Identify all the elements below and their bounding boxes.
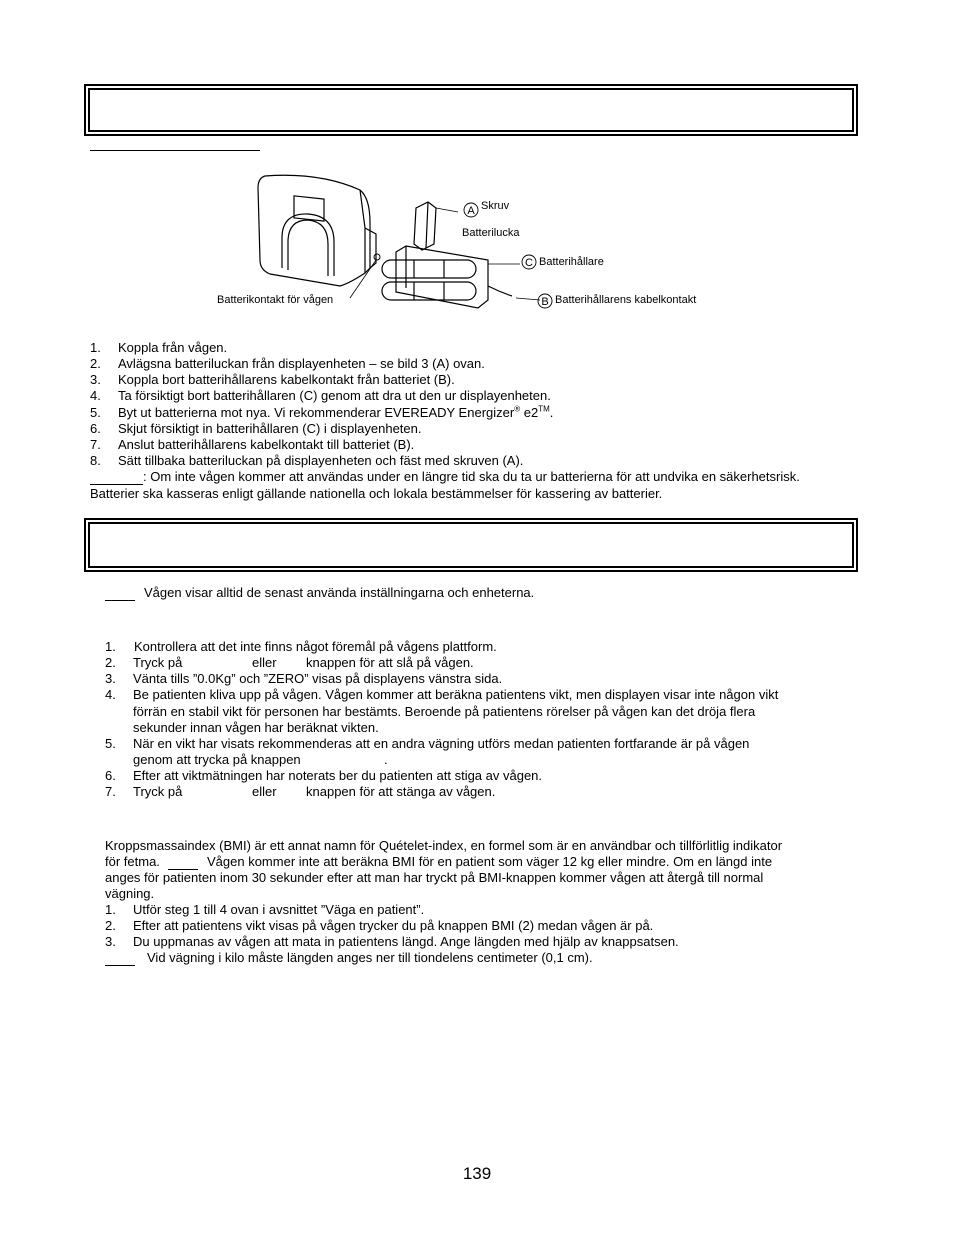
list-item: När en vikt har visats rekommenderas att en andra vägning utförs medan patienten fortfarande är på vågen — [133, 736, 750, 751]
list-number: 2. — [90, 356, 101, 371]
label-holder-cable-contact: Batterihållarens kabelkontakt — [555, 294, 697, 306]
note-label-underline — [105, 600, 135, 601]
list-item: Efter att viktmätningen har noterats ber du patienten att stiga av vågen. — [133, 768, 543, 783]
list-number: 7. — [90, 437, 101, 452]
list-item: förrän en stabil vikt för personen har bestämts. Beroende på patientens rörelser på vågen kan det dröja flera — [133, 704, 756, 719]
list-number: 5. — [105, 736, 116, 751]
section-header-box-battery — [88, 88, 854, 132]
list-item: Efter att patientens vikt visas på vågen trycker du på knappen BMI (2) medan vågen är på. — [133, 918, 654, 933]
bmi-paragraph-line2b: Vågen kommer inte att beräkna BMI för en patient som väger 12 kg eller mindre. Om en längd inte — [207, 854, 773, 869]
section-header-box-usage — [88, 522, 854, 568]
label-scale-battery-contact: Batterikontakt för vågen — [217, 294, 334, 306]
page-number: 139 — [462, 1164, 492, 1183]
list-number: 3. — [105, 671, 116, 686]
list-number: 1. — [105, 902, 116, 917]
battery-replacement-figure — [200, 168, 740, 318]
callout-letter-b: B — [541, 296, 549, 308]
battery-holder-illustration — [382, 246, 512, 308]
label-screw: Skruv — [481, 200, 510, 212]
list-item: Tryck på — [133, 784, 183, 799]
list-item: knappen för att slå på vågen. — [306, 655, 474, 670]
note-text-1: Vågen visar alltid de senast använda inställningarna och enheterna. — [144, 585, 535, 600]
list-item: eller — [252, 655, 277, 670]
callout-letter-a: A — [467, 205, 475, 217]
list-number: 8. — [90, 453, 101, 468]
list-item: Avlägsna batteriluckan från displayenheten – se bild 3 (A) ovan. — [118, 356, 485, 371]
list-item: Ta försiktigt bort batterihållaren (C) genom att dra ut den ur displayenheten. — [118, 388, 551, 403]
bmi-paragraph-line3: anges för patienten inom 30 sekunder efter att man har tryckt på BMI-knappen kommer vågen att återgå till normal — [105, 870, 764, 885]
caution-text-line2: Batterier ska kasseras enligt gällande nationella och lokala bestämmelser för kassering av batterier. — [90, 486, 663, 501]
list-number: 6. — [90, 421, 101, 436]
caution-text-line1: : Om inte vågen kommer att användas under en längre tid ska du ta ur batterierna för att undvika en säkerhetsrisk. — [143, 469, 800, 484]
list-item: eller — [252, 784, 277, 799]
list-number: 2. — [105, 655, 116, 670]
list-item: genom att trycka på knappen — [133, 752, 301, 767]
battery-cover-illustration — [414, 202, 436, 250]
subheading-underline — [90, 150, 260, 151]
list-item: Tryck på — [133, 655, 183, 670]
list-item: knappen för att stänga av vågen. — [306, 784, 496, 799]
list-item: Be patienten kliva upp på vågen. Vågen kommer att beräkna patientens vikt, men displayen visar inte någon vikt — [133, 687, 779, 702]
list-item: Utför steg 1 till 4 ovan i avsnittet ”Väga en patient”. — [133, 902, 425, 917]
list-number: 1. — [105, 639, 116, 654]
list-item: sekunder innan vågen har beräknat vikten. — [133, 720, 379, 735]
caution-label-underline — [90, 484, 143, 485]
list-number: 5. — [90, 405, 101, 420]
list-number: 6. — [105, 768, 116, 783]
bmi-paragraph-line4: vägning. — [105, 886, 155, 901]
label-battery-cover: Batterilucka — [462, 227, 520, 239]
label-battery-holder: Batterihållare — [539, 256, 604, 268]
list-item: Skjut försiktigt in batterihållaren (C) i displayenheten. — [118, 421, 422, 436]
list-number: 1. — [90, 340, 101, 355]
list-number: 3. — [105, 934, 116, 949]
list-item: . — [384, 752, 388, 767]
scale-contact-plug — [374, 254, 380, 260]
list-number: 4. — [90, 388, 101, 403]
list-number: 2. — [105, 918, 116, 933]
list-item: Sätt tillbaka batteriluckan på displayenheten och fäst med skruven (A). — [118, 453, 524, 468]
note-text-2: Vid vägning i kilo måste längden anges ner till tiondelens centimeter (0,1 cm). — [147, 950, 593, 965]
note-label-underline — [105, 965, 135, 966]
list-item: Du uppmanas av vågen att mata in patientens längd. Ange längden med hjälp av knappsatsen. — [133, 934, 679, 949]
list-item: Koppla från vågen. — [118, 340, 228, 355]
list-number: 4. — [105, 687, 116, 702]
list-number: 7. — [105, 784, 116, 799]
callout-letter-c: C — [525, 257, 533, 269]
list-number: 3. — [90, 372, 101, 387]
list-item: Vänta tills ”0.0Kg” och ”ZERO” visas på displayens vänstra sida. — [133, 671, 503, 686]
display-unit-illustration — [258, 175, 376, 286]
list-item: Byt ut batterierna mot nya. Vi rekommenderar EVEREADY Energizer® e2™. — [118, 404, 554, 420]
list-item: Anslut batterihållarens kabelkontakt till batteriet (B). — [118, 437, 415, 452]
list-item: Koppla bort batterihållarens kabelkontakt från batteriet (B). — [118, 372, 455, 387]
list-item: Kontrollera att det inte finns något föremål på vågens plattform. — [134, 639, 497, 654]
bmi-paragraph-line2a: för fetma. — [105, 854, 160, 869]
bmi-paragraph-line1: Kroppsmassaindex (BMI) är ett annat namn för Quételet-index, en formel som är en användbar och tillförlitlig indikator — [105, 838, 783, 853]
